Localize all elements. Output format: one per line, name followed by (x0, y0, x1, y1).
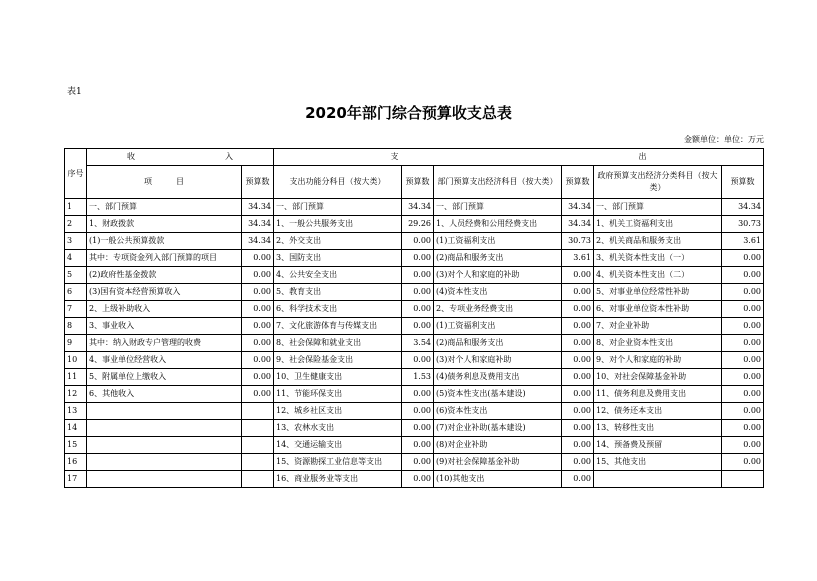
dept-econ-amount-cell: 34.34 (562, 199, 594, 216)
dept-econ-amount-cell: 0.00 (562, 369, 594, 386)
func-amount-cell: 0.00 (402, 403, 434, 420)
func-amount-cell: 0.00 (402, 284, 434, 301)
income-amount-cell: 0.00 (242, 335, 274, 352)
sheet-label: 表1 (67, 87, 82, 97)
table-row (65, 352, 764, 369)
dept-econ-amount-cell: 30.73 (562, 233, 594, 250)
amount-unit: 金额单位：单位：万元 (684, 135, 764, 144)
income-amount-cell (242, 403, 274, 420)
gov-econ-item-cell: 一、部门预算 (594, 199, 722, 216)
table-row (65, 437, 764, 454)
table-row (65, 471, 764, 488)
table-row (65, 267, 764, 284)
dept-econ-item-cell: (5)资本性支出(基本建设) (434, 386, 562, 403)
func-item-cell: 14、交通运输支出 (274, 437, 402, 454)
func-item-cell: 9、社会保险基金支出 (274, 352, 402, 369)
gov-econ-item-cell: 3、机关资本性支出（一） (594, 250, 722, 267)
gov-econ-amount-cell: 0.00 (722, 352, 764, 369)
dept-econ-item-cell: (2)商品和服务支出 (434, 250, 562, 267)
func-item-cell: 3、国防支出 (274, 250, 402, 267)
dept-econ-item-cell: (7)对企业补助(基本建设) (434, 420, 562, 437)
income-amount-cell: 34.34 (242, 233, 274, 250)
gov-econ-amount-cell: 0.00 (722, 335, 764, 352)
table-row (65, 386, 764, 403)
dept-econ-item-cell: (1)工资福利支出 (434, 318, 562, 335)
gov-econ-item-cell: 15、其他支出 (594, 454, 722, 471)
table-row (65, 216, 764, 233)
func-item-cell: 12、城乡社区支出 (274, 403, 402, 420)
seq-cell: 8 (65, 318, 87, 335)
dept-econ-amount-cell: 3.61 (562, 250, 594, 267)
table-row (65, 284, 764, 301)
func-amount-cell: 3.54 (402, 335, 434, 352)
income-item-cell: 2、上级补助收入 (87, 301, 242, 318)
income-item-cell: 其中：纳入财政专户管理的收费 (87, 335, 242, 352)
seq-cell: 4 (65, 250, 87, 267)
income-amount-cell: 0.00 (242, 267, 274, 284)
gov-econ-amount-cell: 0.00 (722, 420, 764, 437)
dept-econ-amount-header: 预算数 (562, 166, 594, 199)
func-item-cell: 5、教育支出 (274, 284, 402, 301)
dept-econ-item-cell: (10)其他支出 (434, 471, 562, 488)
table-row (65, 318, 764, 335)
dept-econ-item-cell: 一、部门预算 (434, 199, 562, 216)
seq-cell: 3 (65, 233, 87, 250)
income-item-cell (87, 437, 242, 454)
income-amount-cell: 0.00 (242, 369, 274, 386)
budget-summary-table (64, 148, 764, 488)
seq-cell: 9 (65, 335, 87, 352)
income-amount-cell: 34.34 (242, 216, 274, 233)
func-amount-cell: 0.00 (402, 437, 434, 454)
expense-group-header (274, 149, 764, 166)
func-amount-header: 预算数 (402, 166, 434, 199)
dept-econ-item-cell: (8)对企业补助 (434, 437, 562, 454)
gov-econ-amount-cell: 30.73 (722, 216, 764, 233)
income-item-cell (87, 454, 242, 471)
gov-econ-amount-cell: 3.61 (722, 233, 764, 250)
gov-econ-amount-cell: 0.00 (722, 301, 764, 318)
gov-econ-item-cell: 13、转移性支出 (594, 420, 722, 437)
func-item-cell: 一、部门预算 (274, 199, 402, 216)
income-item-cell: 6、其他收入 (87, 386, 242, 403)
table-row (65, 301, 764, 318)
page-title: 2020年部门综合预算收支总表 (305, 104, 512, 122)
gov-econ-amount-cell: 0.00 (722, 250, 764, 267)
gov-econ-amount-cell: 0.00 (722, 369, 764, 386)
dept-econ-amount-cell: 0.00 (562, 318, 594, 335)
table-row (65, 199, 764, 216)
income-item-cell: 4、事业单位经营收入 (87, 352, 242, 369)
gov-econ-item-cell: 4、机关资本性支出（二） (594, 267, 722, 284)
func-amount-cell: 1.53 (402, 369, 434, 386)
table-row (65, 420, 764, 437)
gov-econ-item-header: 政府预算支出经济分类科目（按大类） (594, 166, 722, 199)
table-body (65, 199, 764, 488)
table-row (65, 454, 764, 471)
expense-group-left: 支 (390, 152, 399, 161)
table-row (65, 403, 764, 420)
func-item-cell: 13、农林水支出 (274, 420, 402, 437)
gov-econ-amount-cell (722, 471, 764, 488)
gov-econ-item-cell (594, 471, 722, 488)
seq-header: 序号 (65, 149, 87, 199)
income-item-cell: (2)政府性基金拨款 (87, 267, 242, 284)
expense-group-right: 出 (638, 152, 647, 161)
gov-econ-item-cell: 10、对社会保障基金补助 (594, 369, 722, 386)
dept-econ-item-cell: (2)商品和服务支出 (434, 335, 562, 352)
income-group-right: 入 (225, 152, 233, 161)
seq-cell: 11 (65, 369, 87, 386)
seq-cell: 14 (65, 420, 87, 437)
income-group-header (87, 149, 274, 166)
dept-econ-item-cell: (3)对个人和家庭的补助 (434, 267, 562, 284)
func-item-cell: 4、公共安全支出 (274, 267, 402, 284)
gov-econ-amount-header: 预算数 (722, 166, 764, 199)
dept-econ-item-cell: 1、人员经费和公用经费支出 (434, 216, 562, 233)
seq-cell: 5 (65, 267, 87, 284)
func-item-cell: 8、社会保障和就业支出 (274, 335, 402, 352)
gov-econ-amount-cell: 0.00 (722, 437, 764, 454)
income-item-cell: (1)一般公共预算拨款 (87, 233, 242, 250)
seq-cell: 7 (65, 301, 87, 318)
func-item-cell: 11、节能环保支出 (274, 386, 402, 403)
func-amount-cell: 34.34 (402, 199, 434, 216)
func-amount-cell: 0.00 (402, 267, 434, 284)
seq-cell: 2 (65, 216, 87, 233)
func-amount-cell: 0.00 (402, 471, 434, 488)
func-item-header: 支出功能分科目（按大类） (274, 166, 402, 199)
table-row (65, 250, 764, 267)
income-amount-cell (242, 420, 274, 437)
gov-econ-amount-cell: 34.34 (722, 199, 764, 216)
gov-econ-item-cell: 11、债务利息及费用支出 (594, 386, 722, 403)
func-amount-cell: 0.00 (402, 301, 434, 318)
func-item-cell: 2、外交支出 (274, 233, 402, 250)
func-item-cell: 1、一般公共服务支出 (274, 216, 402, 233)
seq-cell: 16 (65, 454, 87, 471)
func-item-cell: 15、资源勘探工业信息等支出 (274, 454, 402, 471)
gov-econ-amount-cell: 0.00 (722, 403, 764, 420)
gov-econ-item-cell: 5、对事业单位经常性补助 (594, 284, 722, 301)
income-item-cell: 一、部门预算 (87, 199, 242, 216)
dept-econ-amount-cell: 0.00 (562, 335, 594, 352)
income-amount-cell (242, 437, 274, 454)
func-item-cell: 6、科学技术支出 (274, 301, 402, 318)
income-item-header: 项 目 (87, 166, 242, 199)
income-amount-cell: 0.00 (242, 386, 274, 403)
income-item-cell: 1、财政拨款 (87, 216, 242, 233)
gov-econ-item-cell: 7、对企业补助 (594, 318, 722, 335)
dept-econ-item-header: 部门预算支出经济科目（按大类） (434, 166, 562, 199)
dept-econ-item-cell: (3)对个人和家庭补助 (434, 352, 562, 369)
gov-econ-amount-cell: 0.00 (722, 386, 764, 403)
table-row (65, 233, 764, 250)
seq-cell: 15 (65, 437, 87, 454)
gov-econ-item-cell: 12、债务还本支出 (594, 403, 722, 420)
gov-econ-item-cell: 8、对企业资本性支出 (594, 335, 722, 352)
func-amount-cell: 0.00 (402, 233, 434, 250)
gov-econ-item-cell: 1、机关工资福利支出 (594, 216, 722, 233)
table-row (65, 369, 764, 386)
income-item-cell: (3)国有资本经营预算收入 (87, 284, 242, 301)
func-item-cell: 10、卫生健康支出 (274, 369, 402, 386)
seq-cell: 17 (65, 471, 87, 488)
dept-econ-amount-cell: 0.00 (562, 352, 594, 369)
gov-econ-amount-cell: 0.00 (722, 267, 764, 284)
func-amount-cell: 0.00 (402, 250, 434, 267)
gov-econ-item-cell: 6、对事业单位资本性补助 (594, 301, 722, 318)
dept-econ-item-cell: 2、专项业务经费支出 (434, 301, 562, 318)
gov-econ-amount-cell: 0.00 (722, 318, 764, 335)
income-amount-header: 预算数 (242, 166, 274, 199)
seq-cell: 13 (65, 403, 87, 420)
seq-cell: 1 (65, 199, 87, 216)
table-row (65, 335, 764, 352)
func-amount-cell: 0.00 (402, 454, 434, 471)
func-amount-cell: 29.26 (402, 216, 434, 233)
gov-econ-item-cell: 2、机关商品和服务支出 (594, 233, 722, 250)
income-amount-cell: 0.00 (242, 301, 274, 318)
gov-econ-item-cell: 9、对个人和家庭的补助 (594, 352, 722, 369)
seq-cell: 6 (65, 284, 87, 301)
func-item-cell: 7、文化旅游体育与传媒支出 (274, 318, 402, 335)
income-amount-cell: 0.00 (242, 352, 274, 369)
dept-econ-amount-cell: 34.34 (562, 216, 594, 233)
income-item-cell: 其中：专项资金列入部门预算的项目 (87, 250, 242, 267)
dept-econ-amount-cell: 0.00 (562, 471, 594, 488)
income-item-cell: 3、事业收入 (87, 318, 242, 335)
dept-econ-item-cell: (4)资本性支出 (434, 284, 562, 301)
dept-econ-item-cell: (6)资本性支出 (434, 403, 562, 420)
income-group-left: 收 (127, 152, 135, 161)
income-item-cell (87, 420, 242, 437)
func-amount-cell: 0.00 (402, 352, 434, 369)
dept-econ-amount-cell: 0.00 (562, 284, 594, 301)
dept-econ-amount-cell: 0.00 (562, 386, 594, 403)
func-amount-cell: 0.00 (402, 318, 434, 335)
income-amount-cell: 0.00 (242, 284, 274, 301)
income-item-cell (87, 471, 242, 488)
func-amount-cell: 0.00 (402, 386, 434, 403)
dept-econ-item-cell: (9)对社会保障基金补助 (434, 454, 562, 471)
seq-cell: 10 (65, 352, 87, 369)
income-amount-cell (242, 454, 274, 471)
dept-econ-amount-cell: 0.00 (562, 301, 594, 318)
gov-econ-amount-cell: 0.00 (722, 284, 764, 301)
dept-econ-amount-cell: 0.00 (562, 267, 594, 284)
dept-econ-item-cell: (4)债务利息及费用支出 (434, 369, 562, 386)
income-amount-cell: 0.00 (242, 318, 274, 335)
dept-econ-item-cell: (1)工资福利支出 (434, 233, 562, 250)
gov-econ-item-cell: 14、预备费及预留 (594, 437, 722, 454)
income-item-cell (87, 403, 242, 420)
dept-econ-amount-cell: 0.00 (562, 437, 594, 454)
func-item-cell: 16、商业服务业等支出 (274, 471, 402, 488)
gov-econ-amount-cell: 0.00 (722, 454, 764, 471)
seq-cell: 12 (65, 386, 87, 403)
income-item-cell: 5、附属单位上缴收入 (87, 369, 242, 386)
income-amount-cell (242, 471, 274, 488)
dept-econ-amount-cell: 0.00 (562, 454, 594, 471)
func-amount-cell: 0.00 (402, 420, 434, 437)
dept-econ-amount-cell: 0.00 (562, 420, 594, 437)
dept-econ-amount-cell: 0.00 (562, 403, 594, 420)
income-amount-cell: 34.34 (242, 199, 274, 216)
income-amount-cell: 0.00 (242, 250, 274, 267)
